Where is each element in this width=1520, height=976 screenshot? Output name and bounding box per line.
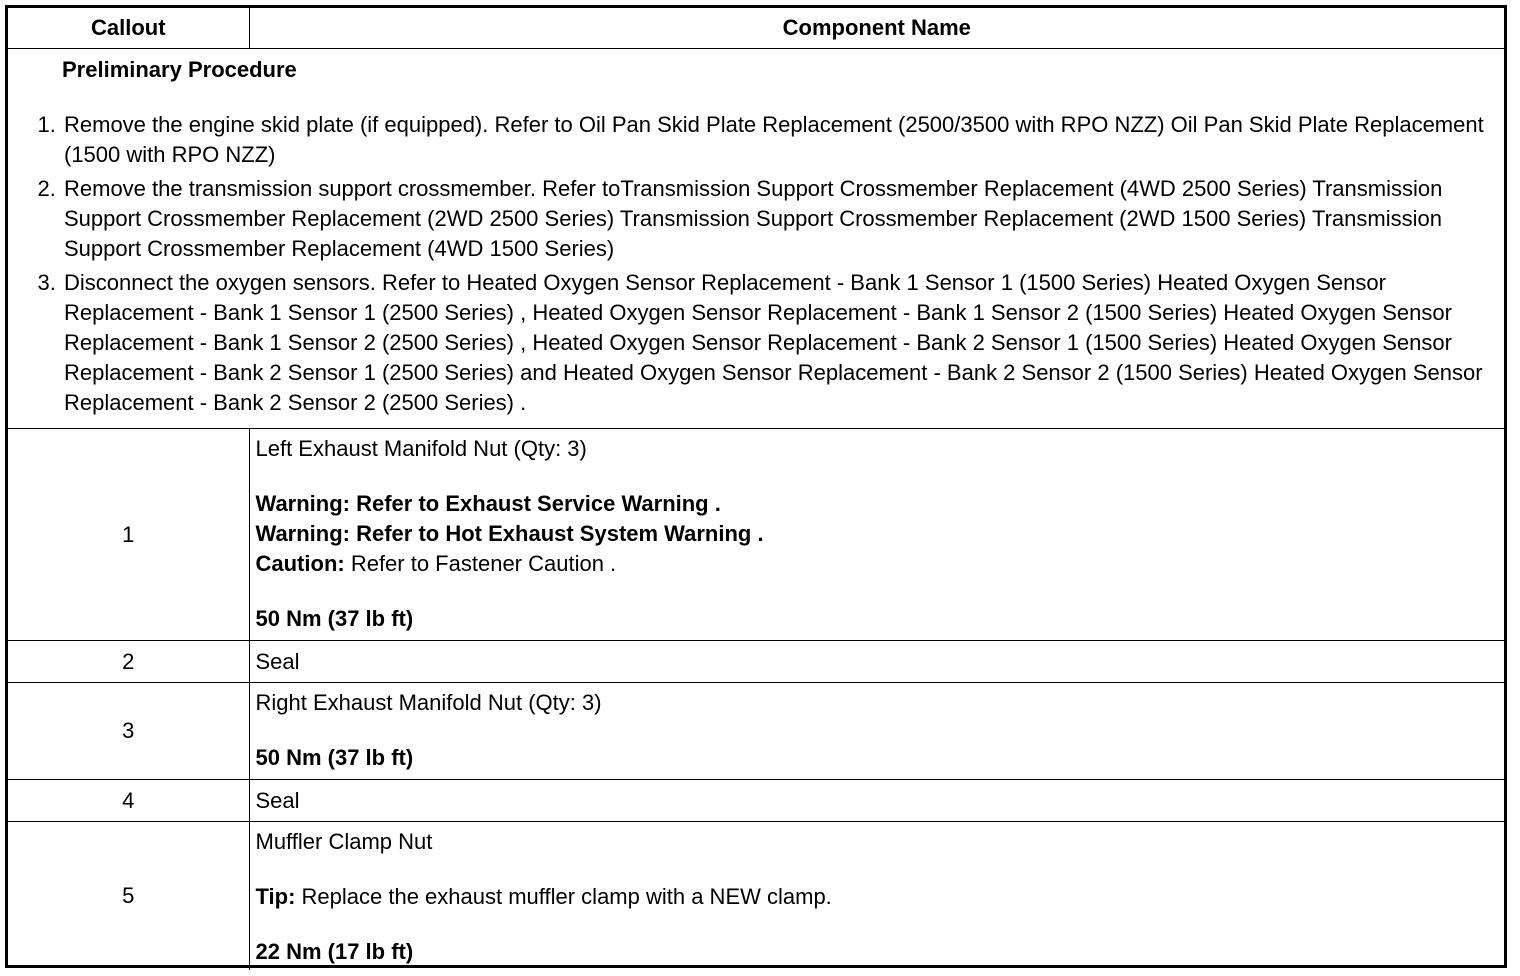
preliminary-steps-list: [22, 110, 1494, 418]
component-table-frame: [5, 5, 1507, 968]
callout-number: 1: [8, 429, 249, 641]
preliminary-step: 3. Disconnect the oxygen sensors. Refer to Heated Oxygen Sensor Replacement - Bank 1 Sensor 1 (1500 Series) Heated Oxygen Sensor Replacement - Bank 1 Sensor 1 (2500 Series) , Heated Oxygen Sensor Replacement - Bank 1 Sensor 2 (1500 Series) Heated Oxygen Sensor Replacement - Bank 1 Sensor 2 (2500 Series) , Heated Oxygen Sensor Replacement - Bank 2 Sensor 1 (1500 Series) Heated Oxygen Sensor Replacement - Bank 2 Sensor 1 (2500 Series) and Heated Oxygen Sensor Replacement - Bank 2 Sensor 2 (1500 Series) Heated Oxygen Sensor Replacement - Bank 2 Sensor 2 (2500 Series) .: [62, 268, 1494, 418]
preliminary-step: 1. Remove the engine skid plate (if equipped). Refer to Oil Pan Skid Plate Replacement (2500/3500 with RPO NZZ) Oil Pan Skid Plate Replacement (1500 with RPO NZZ): [62, 110, 1494, 170]
component-cell: [249, 780, 1504, 822]
caution-line: [256, 549, 1499, 579]
tip-label: Tip:: [255, 884, 296, 909]
callout-number: 4: [8, 780, 249, 822]
tip-text: Replace the exhaust muffler clamp with a NEW clamp.: [295, 884, 832, 909]
component-cell: [249, 429, 1504, 641]
table-row: [8, 429, 1504, 641]
torque-spec: 50 Nm (37 lb ft): [255, 606, 414, 631]
header-callout: Callout: [8, 8, 249, 49]
callout-number: 5: [8, 822, 249, 971]
component-name: Muffler Clamp Nut: [255, 829, 433, 854]
component-name: Seal: [255, 787, 300, 813]
table-row: [8, 822, 1504, 971]
component-name: Seal: [255, 648, 300, 674]
table-row: [8, 683, 1504, 780]
preliminary-step: 2. Remove the transmission support crossmember. Refer toTransmission Support Crossmember Replacement (4WD 2500 Series) Transmission Support Crossmember Replacement (2WD 2500 Series) Transmission Support Crossmember Replacement (2WD 1500 Series) Transmission Support Crossmember Replacement (4WD 1500 Series): [62, 174, 1494, 264]
component-cell: [249, 641, 1504, 683]
callout-number: 2: [8, 641, 249, 683]
table-row: [8, 780, 1504, 822]
component-cell: [249, 683, 1504, 780]
table-row: [8, 641, 1504, 683]
torque-spec: 22 Nm (17 lb ft): [255, 939, 414, 964]
caution-text: Refer to Fastener Caution .: [344, 551, 617, 576]
tip-line: [256, 882, 1499, 912]
torque-spec: 50 Nm (37 lb ft): [255, 745, 414, 770]
component-cell: [249, 822, 1504, 971]
preliminary-procedure-row: [8, 49, 1504, 429]
preliminary-procedure-cell: [8, 49, 1504, 429]
warning-text: Warning: Refer to Hot Exhaust System Warning .: [255, 521, 764, 546]
preliminary-procedure-title: Preliminary Procedure: [62, 57, 297, 82]
warning-text: Warning: Refer to Exhaust Service Warning .: [255, 491, 721, 516]
component-table: [8, 8, 1504, 970]
component-name: Right Exhaust Manifold Nut (Qty: 3): [255, 690, 602, 715]
callout-number: 3: [8, 683, 249, 780]
header-component-name: Component Name: [249, 8, 1504, 49]
component-name: Left Exhaust Manifold Nut (Qty: 3): [255, 436, 587, 461]
caution-label: Caution:: [255, 551, 345, 576]
table-header-row: [8, 8, 1504, 49]
